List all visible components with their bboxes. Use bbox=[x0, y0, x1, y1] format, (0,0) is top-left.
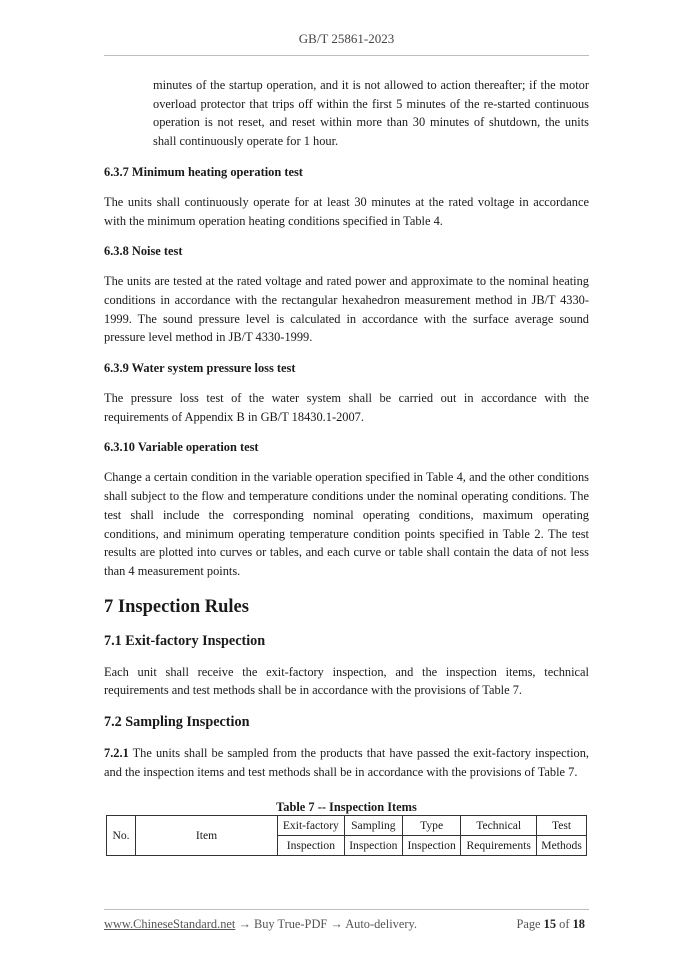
paragraph-6-3-9: The pressure loss test of the water system shall be carried out in accordance with the requirements of Appendix B in GB/T 18430.1-2007. bbox=[104, 391, 589, 424]
page-content bbox=[104, 76, 589, 856]
arrow-right-icon: → bbox=[238, 917, 251, 931]
heading-7-1: 7.1 Exit-factory Inspection bbox=[104, 632, 266, 649]
col-header-technical-1: Technical bbox=[461, 816, 537, 836]
paragraph-6-3-10: Change a certain condition in the variable operation specified in Table 4, and the other conditions shall subject to the flow and temperature conditions under the nominal operating conditions. The test shall include the corresponding nominal operating conditions, maximum operating conditions, and minimum operating temperature condition points specified in Table 2. The test results are plotted into curves or tables, and each curve or table shall contain the data of not less than 4 measurement points. bbox=[104, 470, 589, 578]
header-rule bbox=[104, 55, 589, 56]
col-header-exit-factory-2: Inspection bbox=[278, 836, 345, 856]
paragraph-6-3-7: The units shall continuously operate for at least 30 minutes at the rated voltage in accordance with the minimum operation heating conditions specified in Table 4. bbox=[104, 194, 589, 228]
continuation-paragraph: minutes of the startup operation, and it is not allowed to action thereafter; if the motor overload protector that trips off within the first 5 minutes of the re-started continuous operation is not reset, and reset within more than 30 minutes of shutdown, the units shall continuously operate for 1 hour. bbox=[153, 78, 589, 149]
heading-6-3-7: 6.3.7 Minimum heating operation test bbox=[104, 164, 303, 179]
document-code-header: GB/T 25861-2023 bbox=[298, 31, 395, 46]
col-header-item: Item bbox=[136, 816, 278, 856]
paragraph-7-2-1 bbox=[104, 744, 589, 781]
clause-number-7-2-1: 7.2.1 bbox=[104, 746, 129, 761]
heading-6-3-9: 6.3.9 Water system pressure loss test bbox=[104, 361, 296, 376]
col-header-no: No. bbox=[107, 816, 136, 856]
paragraph-6-3-8: The units are tested at the rated voltage and rated power and approximate to the nominal heating conditions in accordance with the rectangular hexahedron measurement method in JB/T 4330-1999. The sound pressure level is calculated in accordance with the surface average sound pressure level method in JB/T 4330-1999. bbox=[104, 274, 589, 345]
auto-delivery-text: Auto-delivery. bbox=[342, 917, 417, 931]
col-header-type-1: Type bbox=[402, 816, 460, 836]
chapter-7-heading: 7 Inspection Rules bbox=[104, 596, 249, 617]
heading-6-3-8: 6.3.8 Noise test bbox=[104, 244, 183, 259]
col-header-test-1: Test bbox=[537, 816, 587, 836]
col-header-test-2: Methods bbox=[537, 836, 587, 856]
col-header-sampling-1: Sampling bbox=[344, 816, 402, 836]
col-header-sampling-2: Inspection bbox=[344, 836, 402, 856]
total-pages: 18 bbox=[572, 917, 585, 931]
heading-6-3-10: 6.3.10 Variable operation test bbox=[104, 440, 259, 455]
footer-rule bbox=[104, 909, 589, 910]
arrow-right-icon: → bbox=[330, 917, 343, 931]
heading-7-2: 7.2 Sampling Inspection bbox=[104, 714, 250, 731]
clause-text-7-2-1: The units shall be sampled from the products that have passed the exit-factory inspection, and the inspection items and test methods shall be in accordance with the provisions of Table 7. bbox=[104, 746, 589, 779]
paragraph-7-1: Each unit shall receive the exit-factory inspection, and the inspection items, technical requirements and test methods shall be in accordance with the provisions of Table 7. bbox=[104, 664, 589, 698]
col-header-type-2: Inspection bbox=[402, 836, 460, 856]
of-word: of bbox=[559, 917, 570, 931]
current-page: 15 bbox=[543, 917, 557, 931]
table-7-title: Table 7 -- Inspection Items bbox=[276, 800, 417, 815]
buy-true-pdf-text: Buy True-PDF bbox=[250, 917, 331, 931]
inspection-items-table bbox=[106, 815, 587, 856]
col-header-technical-2: Requirements bbox=[461, 836, 537, 856]
col-header-exit-factory-1: Exit-factory bbox=[278, 816, 345, 836]
page-number bbox=[516, 917, 585, 932]
page-word: Page bbox=[516, 917, 541, 931]
site-link[interactable]: www.ChineseStandard.net bbox=[104, 917, 236, 931]
